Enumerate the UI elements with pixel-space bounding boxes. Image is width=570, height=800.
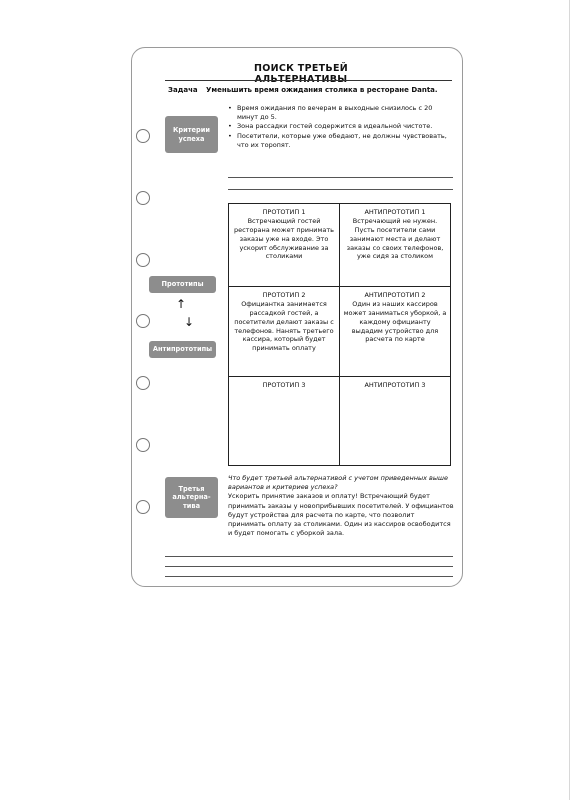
- binder-hole: [136, 129, 150, 143]
- binder-hole: [136, 191, 150, 205]
- antiprototype-header: АНТИПРОТОТИП 2: [364, 291, 426, 299]
- binder-hole: [136, 500, 150, 514]
- binder-hole: [136, 314, 150, 328]
- blank-line: [165, 556, 453, 557]
- prototype-header: ПРОТОТИП 3: [262, 381, 306, 389]
- task-label: Задача: [168, 86, 198, 94]
- title-rule: [165, 80, 452, 81]
- success-criteria-list: [228, 104, 454, 150]
- binder-hole: [136, 253, 150, 267]
- down-arrow-icon: ↓: [184, 315, 195, 329]
- antiprototype-text: Один из наших кассиров может заниматься уборкой, а каждому официанту выдадим устройство для расчета по карте: [343, 299, 447, 344]
- prototype-text: Официантка занимается рассадкой гостей, а посетители делают заказы с телефонов. Нанять третьего кассира, который будет принимать оплату: [234, 299, 334, 353]
- criteria-item: • Время ожидания по вечерам в выходные снизилось с 20 минут до 5.: [228, 104, 454, 122]
- criteria-item: • Зона рассадки гостей содержится в идеальной чистоте.: [228, 122, 454, 131]
- blank-line: [228, 177, 453, 178]
- prototype-grid: [228, 203, 451, 466]
- criteria-item: • Посетители, которые уже обедают, не должны чувствовать, что их торопят.: [228, 132, 454, 150]
- page-title: ПОИСК ТРЕТЬЕЙ: [253, 63, 348, 74]
- antiprototype-text: Встречающий не нужен. Пусть посетители сами занимают места и делают заказы со своих телефонов, уже сидя за столиком: [346, 216, 444, 261]
- prototype-cell: [229, 287, 339, 376]
- antiprototype-header: АНТИПРОТОТИП 3: [364, 381, 426, 389]
- antiprototype-cell: [340, 377, 450, 465]
- prototype-header: ПРОТОТИП 1: [262, 208, 306, 216]
- blank-line: [165, 566, 453, 567]
- binder-hole: [136, 438, 150, 452]
- antiprototype-cell: [340, 204, 450, 286]
- antiprototype-header: АНТИПРОТОТИП 1: [364, 208, 426, 216]
- task-text: Уменьшить время ожидания столика в ресторане Danta.: [206, 86, 438, 94]
- success-criteria-label: Критерии успеха: [165, 116, 218, 153]
- prototype-header: ПРОТОТИП 2: [262, 291, 306, 299]
- third-alternative-block: [228, 474, 454, 539]
- up-arrow-icon: ↑: [176, 297, 187, 311]
- third-alternative-answer: Ускорить принятие заказов и оплату! Встречающий будет принимать заказы у новоприбывших посетителей. У официантов будут устройства для расчета по карте, что позволит принимать оплату за столиками. Один из кассиров освободится и будет помогать с уборкой зала.: [228, 492, 454, 538]
- blank-line: [228, 189, 453, 190]
- prototype-cell: [229, 377, 339, 465]
- binder-hole: [136, 376, 150, 390]
- prototype-cell: [229, 204, 339, 286]
- antiprototype-cell: [340, 287, 450, 376]
- prototype-text: Встречающий гостей ресторана может принимать заказы уже на входе. Это ускорит обслуживание за столиками: [233, 216, 335, 261]
- blank-line: [165, 576, 453, 577]
- antiprototypes-label: Антипрототипы: [149, 341, 216, 358]
- third-alternative-question: Что будет третьей альтернативой с учетом приведенных выше вариантов и критериев успеха?: [228, 474, 448, 492]
- third-alternative-label: Третья альтерна- тива: [165, 477, 218, 518]
- prototypes-label: Прототипы: [149, 276, 216, 293]
